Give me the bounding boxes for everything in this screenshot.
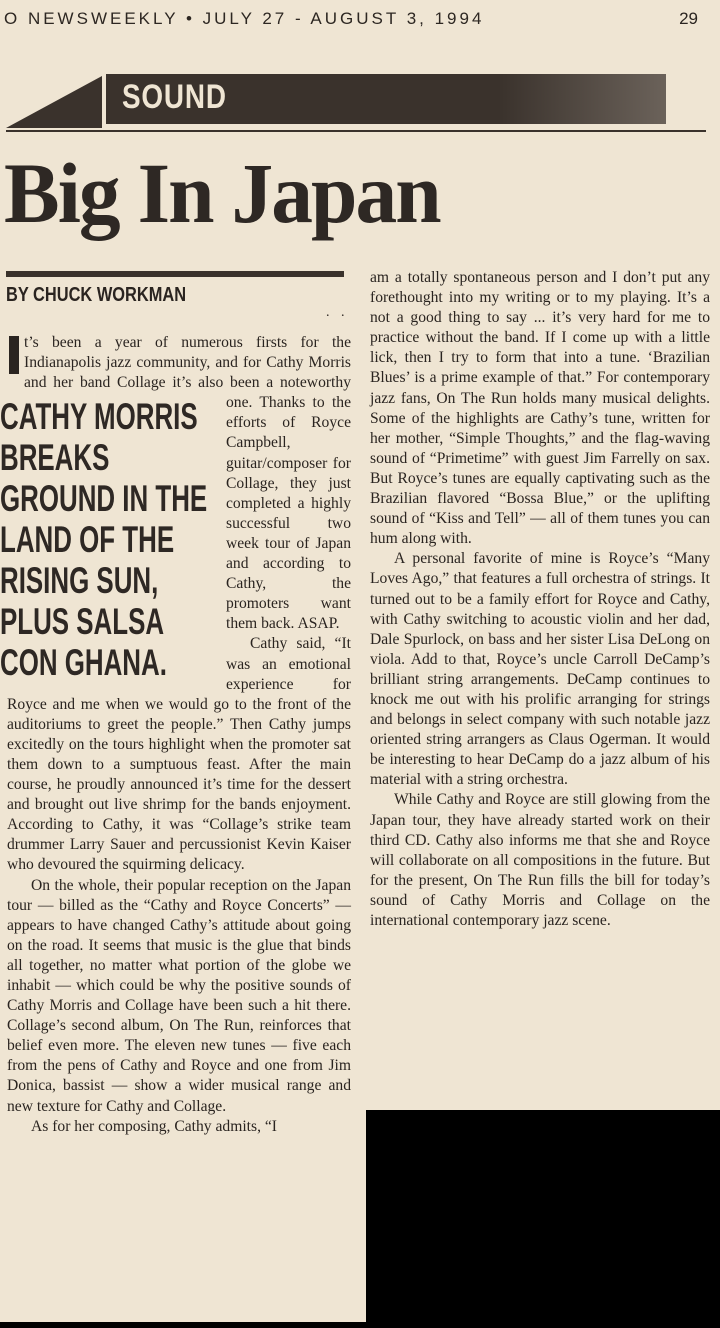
article-column-right	[370, 268, 710, 931]
paragraph-4: As for her composing, Cathy admits, “I	[31, 1117, 277, 1135]
paragraph-3: On the whole, their popular reception on the Japan tour — billed as the “Cathy and Royce Concerts” — appears to have changed Cathy’s attitude about going on the road. It seems that music is the glue that binds all together, no matter what portion of the globe we inhabit — which could be why the positive sounds of Cathy Morris and Collage have been such a hit there. Collage’s second album, On The Run, reinforces that belief even more. The eleven new tunes — five each from the pens of Cathy and Royce and one from Jim Donica, bassist — show a wider musical range and new texture for Cathy and Collage.	[7, 876, 351, 1115]
headline: Big In Japan	[4, 145, 440, 241]
section-bar	[106, 74, 666, 124]
lead-text-continued: also been a noteworthy one. Thanks to the efforts of Royce Campbell, guitar/composer for Collage, they just completed a highly successful two week tour of Japan and according to Cathy, the promoters want them back. ASAP.	[198, 374, 351, 633]
page-number: 29	[679, 9, 698, 28]
section-label: SOUND	[122, 78, 227, 116]
paragraph-2: Cathy said, “It was an emotional experience for Royce and me when we would go to the front of the auditoriums to greet the people.” Then Cathy jumps excitedly on the tours highlight when the promoter sat them down to a sumptuous feast. After the main course, he proudly announced it’s time for the dessert and brought out live shrimp for the bands enjoyment. According to Cathy, it was “Collage’s strike team drummer Larry Sauer and percussionist Kevin Kaiser who devoured the squirming delicacy.	[7, 635, 351, 874]
pull-quote: CATHY MORRIS BREAKS GROUND IN THE LAND OF THE RISING SUN, PLUS SALSA CON GHANA.	[0, 396, 208, 684]
paragraph-6: A personal favorite of mine is Royce’s “Many Loves Ago,” that features a full orchestra of strings. It turned out to be a family effort for Royce and Cathy, with Cathy switching to acoustic violin and her dad, Dale Spurlock, on bass and her sister Lisa DeLong on viola. Add to that, Royce’s uncle Carroll DeCamp’s brilliant string arrangements. DeCamp continues to knock me out with his prolific arranging for strings and belongs in select company with such notable jazz oriented string arrangers as Claus Ogerman. It would be interesting to hear DeCamp do a jazz album of his material with a string orchestra.	[370, 550, 710, 789]
lead-text: t’s been a year of numerous firsts for the Indianapolis jazz community, and for Cathy Morris and her band Collage it’s	[24, 334, 351, 392]
paragraph-1	[0, 333, 351, 684]
article-column-left	[0, 333, 351, 1137]
masthead: O NEWSWEEKLY • JULY 27 - AUGUST 3, 1994	[4, 9, 485, 28]
header-rule	[6, 130, 706, 132]
byline: BY CHUCK WORKMAN	[6, 284, 187, 306]
paragraph-5: am a totally spontaneous person and I don’t put any forethought into my writing or to my playing. It’s a not a good thing to say ... it’s very hard for me to practice without the band. If I come up with a little lick, then I try to form that into a tune. ‘Brazilian Blues’ is a prime example of that.” For contemporary jazz fans, On The Run holds many musical delights. Some of the highlights are Cathy’s tune, written for her mother, “Simple Thoughts,” and the flag-waving sound of “Primetime” with guest Jim Farrelly on sax. But Royce’s tunes are equally captivating such as the Brazilian flavored “Bossa Blue,” or the uplifting sound of “Kiss and Tell” — all of them tunes you can hum along with.	[370, 269, 710, 548]
section-wedge	[6, 76, 102, 128]
byline-rule	[6, 271, 344, 277]
drop-cap	[9, 336, 19, 374]
paragraph-7: While Cathy and Royce are still glowing from the Japan tour, they have already started work on their third CD. Cathy also informs me that she and Royce will collaborate on all compositions in the future. But for the present, On The Run fills the bill for today’s sound of Cathy Morris and Collage on the international contemporary jazz scene.	[370, 791, 710, 929]
decorative-dots: . .	[326, 305, 349, 320]
